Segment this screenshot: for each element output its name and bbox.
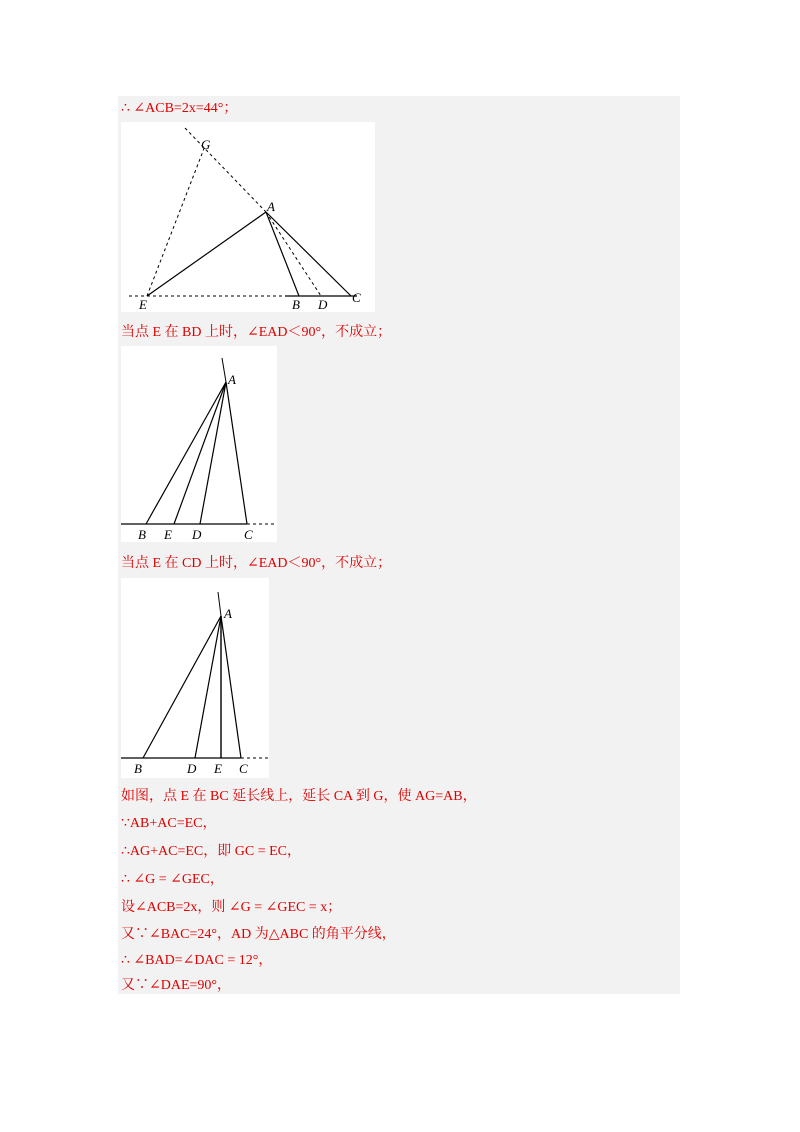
text-line-10: ∴ ∠BAD=∠DAC = 12°， <box>121 953 273 968</box>
text-line-6: ∴AG+AC=EC，即 GC = EC， <box>121 844 301 859</box>
label-a: A <box>267 199 275 214</box>
segment-ga <box>185 128 266 212</box>
text-line-2: 当点 E 在 BD 上时，∠EAD＜90°，不成立； <box>121 325 392 340</box>
segment-ae <box>174 382 226 524</box>
segment-ab <box>143 616 221 758</box>
text-line-3: 当点 E 在 CD 上时，∠EAD＜90°，不成立； <box>121 556 392 571</box>
text-line-9: 又∵∠BAC=24°，AD 为△ABC 的角平分线， <box>121 927 396 942</box>
text-line-5: ∵AB+AC=EC， <box>121 816 217 831</box>
label-c: C <box>244 527 253 542</box>
label-e: E <box>164 527 172 542</box>
text-line-1: ∴ ∠ACB=2x=44°； <box>121 101 238 116</box>
figure-1-diagram <box>121 122 375 312</box>
label-a: A <box>228 372 236 387</box>
segment-a-extension <box>218 592 221 616</box>
label-a: A <box>224 606 232 621</box>
label-e: E <box>139 297 147 312</box>
figure-1 <box>121 122 375 312</box>
label-d: D <box>318 297 328 312</box>
label-b: B <box>292 297 300 312</box>
label-b: B <box>138 527 146 542</box>
figure-3 <box>121 578 269 778</box>
segment-ac <box>226 382 247 524</box>
label-b: B <box>134 761 142 776</box>
figure-2 <box>121 346 277 542</box>
label-d: D <box>192 527 202 542</box>
figure-2-diagram <box>121 346 277 542</box>
label-d: D <box>187 761 197 776</box>
segment-ad <box>200 382 226 524</box>
label-g: G <box>201 137 211 152</box>
text-line-11: 又∵∠DAE=90°， <box>121 978 231 993</box>
segment-ac <box>221 616 241 758</box>
segment-ad <box>195 616 221 758</box>
figure-3-diagram <box>121 578 269 778</box>
segment-eg <box>147 146 205 296</box>
segment-ac <box>266 212 351 296</box>
text-line-8: 设∠ACB=2x，则 ∠G = ∠GEC = x； <box>121 900 342 915</box>
label-c: C <box>239 761 248 776</box>
label-c: C <box>352 290 361 305</box>
segment-ab <box>146 382 226 524</box>
label-e: E <box>214 761 222 776</box>
segment-ea <box>147 212 266 296</box>
text-line-7: ∴ ∠G = ∠GEC， <box>121 872 224 887</box>
segment-a-extension <box>222 358 226 382</box>
text-line-4: 如图，点 E 在 BC 延长线上，延长 CA 到 G，使 AG=AB， <box>121 789 477 804</box>
